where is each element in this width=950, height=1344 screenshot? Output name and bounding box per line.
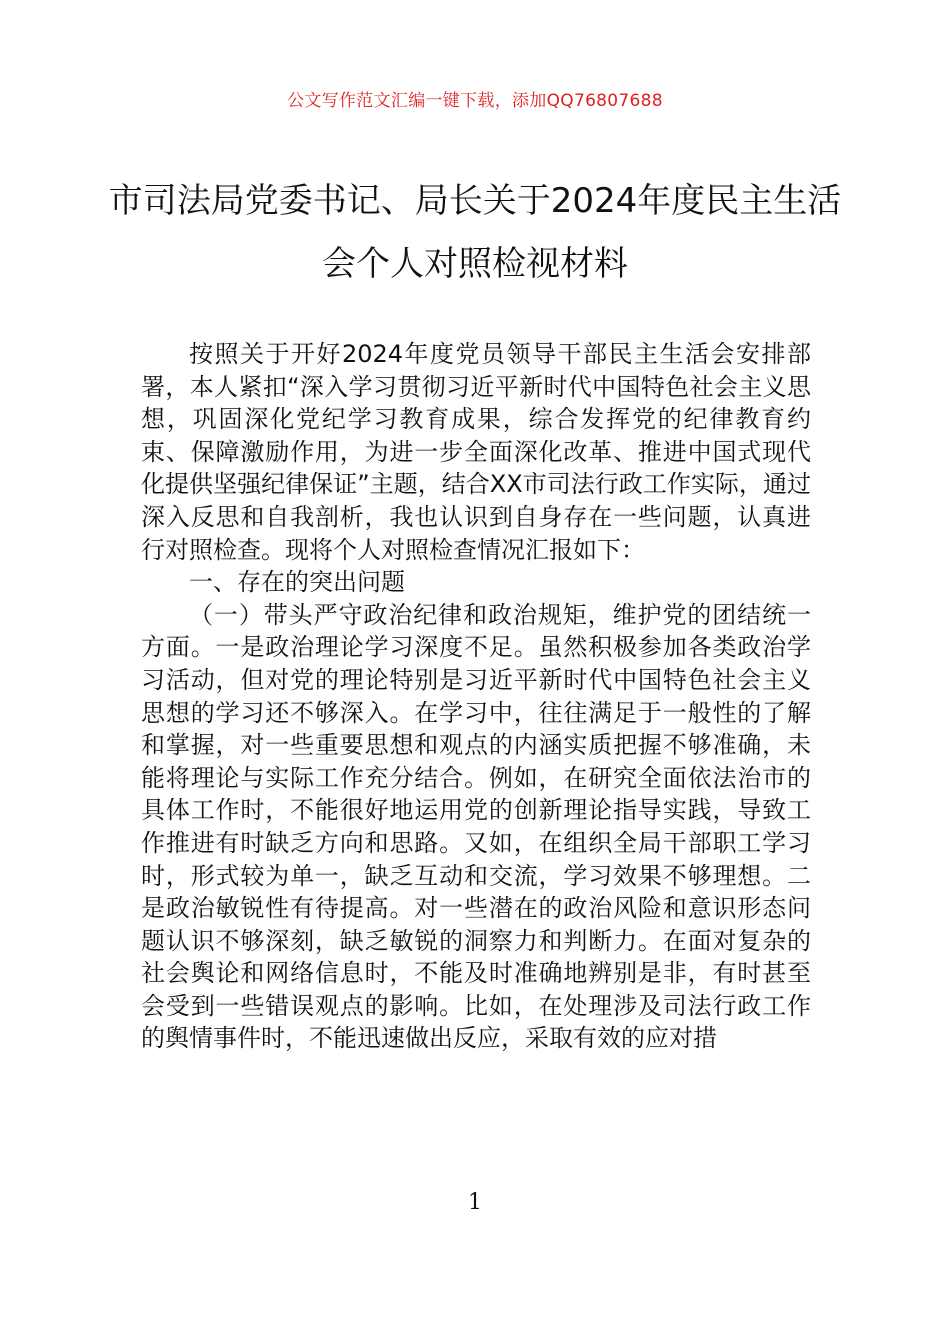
body-paragraph: （一）带头严守政治纪律和政治规矩，维护党的团结统一方面。一是政治理论学习深度不足。虽然积极参加各类政治学习活动，但对党的理论特别是习近平新时代中国特色社会主义思想的学习还不够深入。在学习中，往往满足于一般性的了解和掌握，对一些重要思想和观点的内涵实质把握不够准确，未能将理论与实际工作充分结合。例如，在研究全面依法治市的具体工作时，不能很好地运用党的创新理论指导实践，导致工作推进有时缺乏方向和思路。又如，在组织全局干部职工学习时，形式较为单一，缺乏互动和交流，学习效果不够理想。二是政治敏锐性有待提高。对一些潜在的政治风险和意识形态问题认识不够深刻，缺乏敏锐的洞察力和判断力。在面对复杂的社会舆论和网络信息时，不能及时准确地辨别是非，有时甚至会受到一些错误观点的影响。比如，在处理涉及司法行政工作的舆情事件时，不能迅速做出反应，采取有效的应对措 [141,600,811,1053]
document-body [141,338,811,1055]
document-title: 市司法局党委书记、局长关于2024年度民主生活会个人对照检视材料 [108,181,842,284]
page-number: 1 [468,1190,482,1215]
section-heading: 一、存在的突出问题 [189,568,405,597]
intro-paragraph: 按照关于开好2024年度党员领导干部民主生活会安排部署，本人紧扣“深入学习贯彻习近平新时代中国特色社会主义思想，巩固深化党纪学习教育成果，综合发挥党的纪律教育约束、保障激励作用，为进一步全面深化改革、推进中国式现代化提供坚强纪律保证”主题，结合XX市司法行政工作实际，通过深入反思和自我剖析，我也认识到自身存在一些问题，认真进行对照检查。现将个人对照检查情况汇报如下： [141,340,811,564]
download-promo-note: 公文写作范文汇编一键下载，添加QQ76807688 [287,91,663,111]
